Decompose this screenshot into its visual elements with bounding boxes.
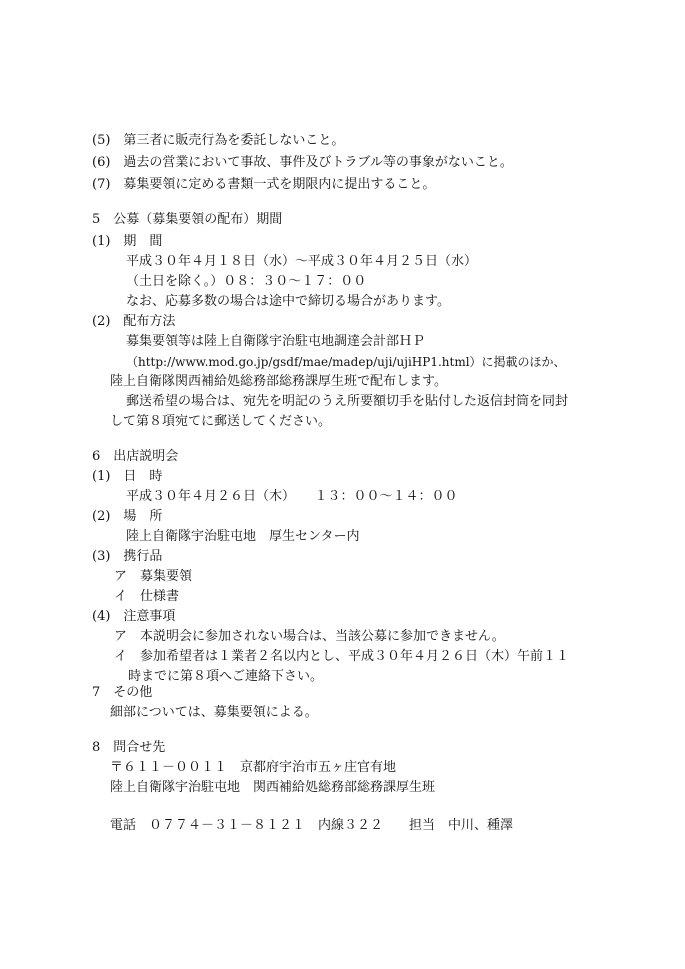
method-line-2: （http://www.mod.go.jp/gsdf/mae/madep/uji/ujiHP1.html）に掲載のほか、 (126, 355, 566, 369)
notes-label: (4) 注意事項 (92, 609, 176, 624)
section-7-heading: 7 その他 (92, 685, 153, 700)
datetime-value: 平成３０年４月２６日（木） １３：００～１４：００ (126, 489, 458, 504)
section-5-heading: 5 公募（募集要領の配布）期間 (92, 212, 283, 227)
contact-phone: 電話 ０７７４－３１－８１２１ 内線３２２ 担当 中川、種澤 (110, 818, 514, 833)
note-a: ア 本説明会に参加されない場合は、当該公募に参加できません。 (114, 629, 505, 644)
note-i-line-2: 時までに第８項へご連絡下さい。 (128, 669, 324, 684)
datetime-label: (1) 日 時 (92, 469, 163, 484)
period-label: (1) 期 間 (92, 234, 163, 249)
place-value: 陸上自衛隊宇治駐屯地 厚生センター内 (126, 529, 360, 544)
condition-item-7: (7) 募集要領に定める書類一式を期限内に提出すること。 (92, 177, 436, 192)
method-line-3: 陸上自衛隊関西補給処総務部総務課厚生班で配布します。 (110, 374, 447, 389)
period-note: なお、応募多数の場合は途中で締切る場合があります。 (126, 294, 450, 309)
section-7-body: 細部については、募集要領による。 (110, 705, 318, 720)
note-i-line-1: イ 参加希望者は１業者２名以内とし、平成３０年４月２６日（木）午前１１ (114, 649, 570, 664)
section-8-heading: 8 問合せ先 (92, 740, 166, 755)
section-6-heading: 6 出店説明会 (92, 449, 179, 464)
condition-item-6: (6) 過去の営業において事故、事件及びトラブル等の事象がないこと。 (92, 155, 513, 170)
method-line-4: 郵送希望の場合は、宛先を明記のうえ所要額切手を貼付した返信封筒を同封 (126, 394, 569, 409)
contact-office: 陸上自衛隊宇治駐屯地 関西補給処総務部総務課厚生班 (110, 780, 436, 795)
period-dates: 平成３０年４月１８日（水）～平成３０年４月２５日（水） (126, 254, 478, 269)
condition-item-5: (5) 第三者に販売行為を委託しないこと。 (92, 133, 345, 148)
method-line-5: して第８項宛てに郵送してください。 (110, 414, 332, 429)
period-hours: （土日を除く。）０８：３０～１７：００ (126, 274, 367, 289)
contact-address: 〒６１１－００１１ 京都府宇治市五ヶ庄官有地 (110, 760, 397, 775)
items-label: (3) 携行品 (92, 549, 163, 564)
method-label: (2) 配布方法 (92, 314, 176, 329)
place-label: (2) 場 所 (92, 509, 163, 524)
item-a: ア 募集要領 (114, 569, 193, 584)
method-line-1: 募集要領等は陸上自衛隊宇治駐屯地調達会計部ＨＰ (126, 334, 426, 349)
item-i: イ 仕様書 (114, 589, 180, 604)
